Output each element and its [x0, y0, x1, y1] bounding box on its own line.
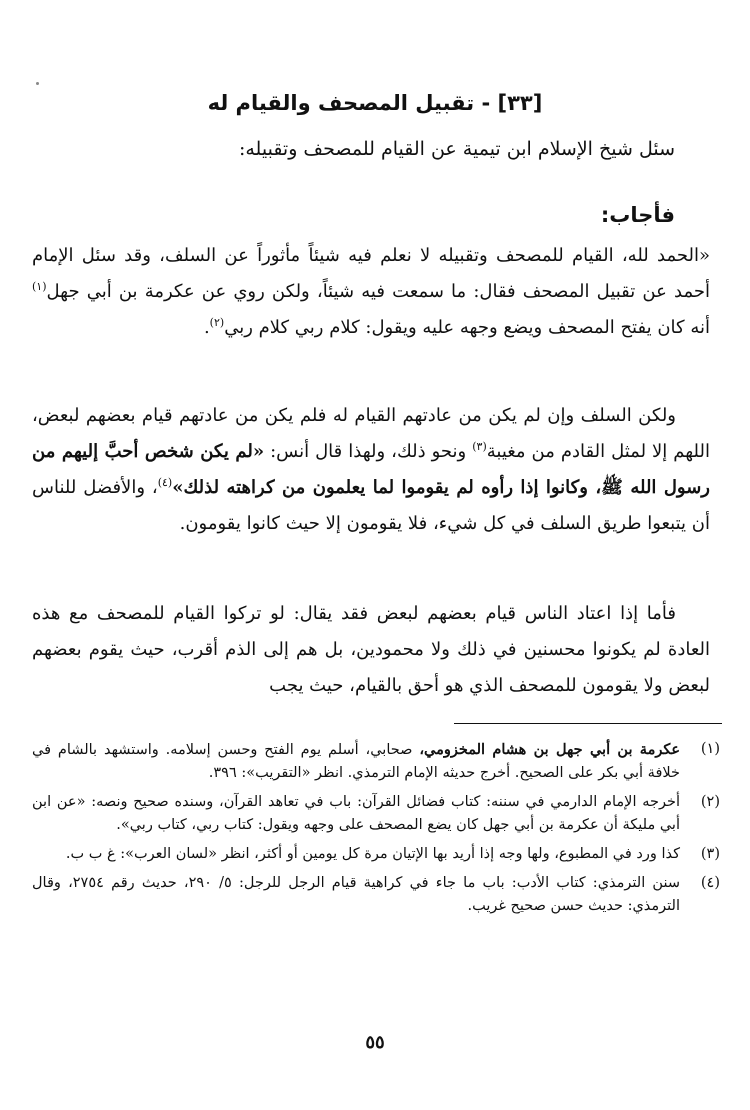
paragraph-1-text-c: .	[203, 317, 210, 338]
section-number: [٣٣] -	[481, 91, 543, 115]
footnote-ref-1: (١)	[32, 280, 47, 293]
footnote-number: (١)	[700, 741, 720, 757]
section-title: تقبيل المصحف والقيام له	[207, 91, 475, 115]
footnote-number: (٣)	[700, 846, 720, 862]
footnote-item	[32, 872, 720, 918]
paragraph-3-text-a: فأما إذا اعتاد الناس قيام بعضهم لبعض فقد يقال: لو تركوا القيام للمصحف مع هذه العادة لم يكونوا محسنين في ذلك ولا محمودين، بل هم إلى الذم أقرب، حيث يقوم بعضهم لبعض ولا يقومون للمصحف الذي هو أحق بالقيام، حيث يجب	[32, 603, 710, 696]
paragraph-2-text-b: ونحو ذلك، ولهذا قال أنس:	[264, 441, 473, 462]
footnote-body: سنن الترمذي: كتاب الأدب: باب ما جاء في كراهية قيام الرجل للرجل: ٥/ ٢٩٠، حديث رقم ٢٧٥٤، وقال الترمذي: حديث حسن صحيح غريب.	[32, 875, 680, 914]
paragraph-1-text-a: «الحمد لله، القيام للمصحف وتقبيله لا نعلم فيه شيئاً مأثوراً عن السلف، وقد سئل الإمام أحمد عن تقبيل المصحف فقال: ما سمعت فيه شيئاً، ولكن روي عن عكرمة بن أبي جهل	[32, 245, 710, 302]
footnote-text	[32, 738, 680, 785]
paragraph-2	[32, 398, 710, 542]
paragraph-2-text-a: ولكن السلف وإن لم يكن من عادتهم القيام له فلم يكن من عادتهم قيام بعضهم لبعض، اللهم إلا لمثل القادم من مغيبة	[32, 405, 711, 462]
footnote-ref-4: (٤)	[157, 476, 173, 489]
question-line: سئل شيخ الإسلام ابن تيمية عن القيام للمصحف وتقبيله:	[238, 138, 675, 160]
footnote-number: (٤)	[700, 875, 720, 891]
answer-label: فأجاب:	[600, 203, 675, 227]
footnote-number: (٢)	[700, 794, 720, 810]
paragraph-1-text-b: أنه كان يفتح المصحف ويضع وجهه عليه ويقول: كلام ربي كلام ربي	[224, 317, 710, 338]
footnote-body: أخرجه الإمام الدارمي في سننه: كتاب فضائل القرآن: باب في تعاهد القرآن، وسنده صحيح ونصه: «عن ابن أبي مليكة أن عكرمة بن أبي جهل كان يضع المصحف على وجهه ويقول: كتاب ربي، كتاب ربي».	[32, 794, 680, 833]
footnote-separator	[454, 723, 722, 724]
anas-quote: «لم يكن شخص أحبَّ إليهم من رسول الله ﷺ، وكانوا إذا رأوه لم يقوموا لما يعلمون من كراهته لذلك»	[32, 441, 710, 498]
paragraph-2-text-c: ، والأفضل للناس أن يتبعوا طريق السلف في كل شيء، فلا يقومون إلا حيث كانوا يقومون.	[32, 477, 710, 534]
paragraph-1	[32, 238, 710, 346]
footnote-item	[32, 738, 720, 785]
footnote-item	[32, 791, 720, 837]
footnotes	[32, 738, 720, 924]
page-number: ٥٥	[365, 1032, 385, 1053]
footnote-ref-3: (٣)	[472, 440, 487, 453]
footnote-ref-2: (٢)	[209, 316, 225, 329]
footnote-item	[32, 843, 720, 866]
paragraph-3	[32, 596, 710, 704]
section-heading	[60, 88, 690, 118]
footnote-lead: عكرمة بن أبي جهل بن هشام المخزومي،	[419, 741, 680, 758]
scan-speck	[36, 82, 39, 85]
footnote-body: صحابي، أسلم يوم الفتح وحسن إسلامه. واستشهد بالشام في خلافة أبي بكر على الصحيح. أخرج حديثه الإمام الترمذي. انظر «التقريب»: ٣٩٦.	[32, 742, 680, 781]
footnote-body: كذا ورد في المطبوع، ولها وجه إذا أريد بها الإتيان مرة كل يومين أو أكثر، انظر «لسان العرب»: غ ب ب.	[65, 846, 680, 862]
